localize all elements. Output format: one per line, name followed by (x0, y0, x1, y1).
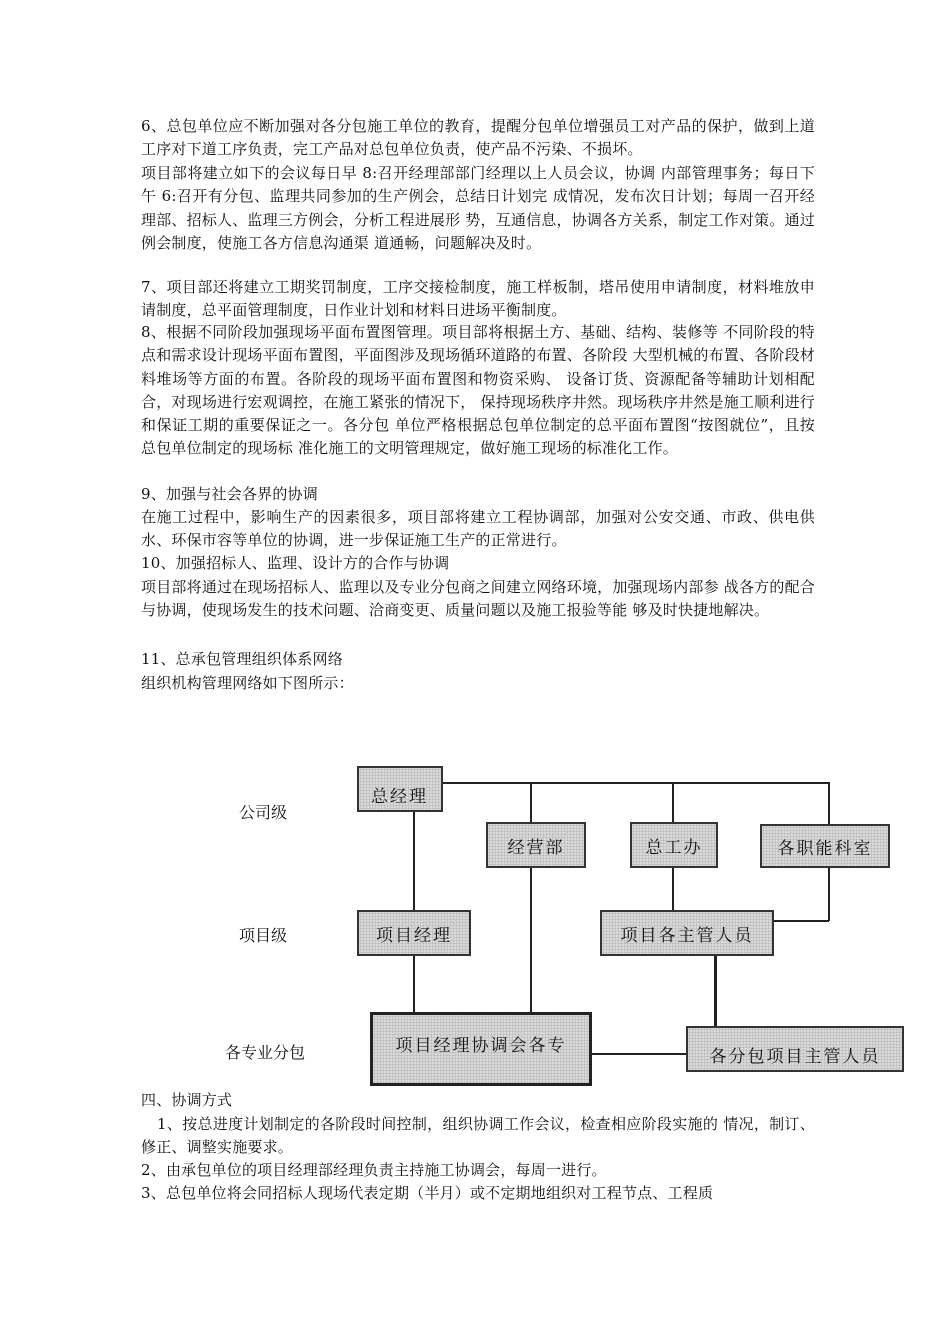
box-project-manager: 项目经理 (357, 910, 471, 956)
connector-coord-sub (590, 1053, 688, 1055)
org-chart (220, 760, 920, 1090)
level-label-company: 公司级 (239, 803, 288, 822)
heading-item-10: 10、加强招标人、监理、设计方的合作与协调 (141, 554, 450, 572)
box-chief-engineer-office: 总工办 (630, 822, 718, 868)
box-coordination-meeting: 项目经理协调会各专 (370, 1012, 592, 1086)
box-business-dept: 经营部 (486, 822, 586, 868)
connector-func-supervisors (773, 920, 829, 922)
connector-func-down (828, 868, 830, 921)
heading-coordination-methods: 四、协调方式 (141, 1091, 233, 1109)
connector-business-coord (530, 868, 532, 1012)
paragraph-item-10-body: 项目部将通过在现场招标人、监理以及专业分包商之间建立网络环境，加强现场内部参 战各方的配合与协调，使现场发生的技术问题、洽商变更、质量问题以及施工报验等能 够及时快捷地解决。 (141, 578, 815, 620)
connector-gm-pm (413, 812, 415, 910)
paragraph-meeting-system: 项目部将建立如下的会议每日早 8:召开经理部部门经理以上人员会议，协调 内部管理事务；每日下午 6:召开有分包、监理共同参加的生产例会，总结日计划完 成情况，发布次日计划；每周一召开经理部、招标人、监理三方例会，分析工程进展形 势，互通信息，协调各方关系，制定工作对策。通过例会制度，使施工各方信息沟通渠 道通畅，问题解决及时。 (141, 164, 815, 252)
connector-top-bus (442, 782, 830, 784)
paragraph-item-8: 8、根据不同阶段加强现场平面布置图管理。项目部将根据土方、基础、结构、装修等 不同阶段的特点和需求设计现场平面布置图，平面图涉及现场循环道路的布置、各阶段 大型机械的布置、各阶段材料堆场等方面的布置。各阶段的现场平面布置图和物资采购、 设备订货、资源配备等辅助计划相配合，对现场进行宏观调控，在施工紧张的情况下， 保持现场秩序井然。现场秩序井然是施工顺利进行和保证工期的重要保证之一。各分包 单位严格根据总包单位制定的总平面布置图“按图就位”，且按总包单位制定的现场标 准化施工的文明管理规定，做好施工现场的标准化工作。 (141, 323, 815, 458)
connector-functional-depts (828, 782, 830, 824)
paragraph-method-3: 3、总包单位将会同招标人现场代表定期（半月）或不定期地组织对工程节点、工程质 (141, 1184, 714, 1202)
paragraph-org-intro: 组织机构管理网络如下图所示： (141, 674, 354, 692)
paragraph-method-2: 2、由承包单位的项目经理部经理负责主持施工协调会，每周一进行。 (141, 1161, 607, 1179)
paragraph-method-1: 1、按总进度计划制定的各阶段时间控制，组织协调工作会议，检查相应阶段实施的 情况，制订、修正、调整实施要求。 (141, 1115, 815, 1157)
connector-chief-engineer (672, 782, 674, 822)
box-subcontract-supervisors: 各分包项目主管人员 (686, 1026, 904, 1072)
box-general-manager: 总经理 (357, 766, 443, 812)
connector-pm-coord (413, 956, 415, 1014)
heading-item-11: 11、总承包管理组织体系网络 (141, 650, 343, 668)
paragraph-item-6: 6、总包单位应不断加强对各分包施工单位的教育，提醒分包单位增强员工对产品的保护，做到上道工序对下道工序负责，完工产品对总包单位负责，使产品不污染、不损坏。 (141, 117, 815, 159)
level-label-subcontract: 各专业分包 (225, 1043, 306, 1062)
box-project-supervisors: 项目各主管人员 (600, 910, 774, 956)
box-functional-depts: 各职能科室 (760, 824, 890, 868)
connector-chief-supervisors (672, 868, 674, 910)
paragraph-item-9-body: 在施工过程中，影响生产的因素很多，项目部将建立工程协调部，加强对公安交通、市政、供电供水、环保市容等单位的协调，进一步保证施工生产的正常进行。 (141, 508, 815, 550)
level-label-project: 项目级 (239, 926, 288, 945)
paragraph-item-7: 7、项目部还将建立工期奖罚制度，工序交接检制度，施工样板制，塔吊使用申请制度，材料堆放申请制度，总平面管理制度，日作业计划和材料日进场平衡制度。 (141, 278, 815, 320)
connector-supervisors-sub (714, 956, 717, 1028)
heading-item-9: 9、加强与社会各界的协调 (141, 485, 318, 503)
